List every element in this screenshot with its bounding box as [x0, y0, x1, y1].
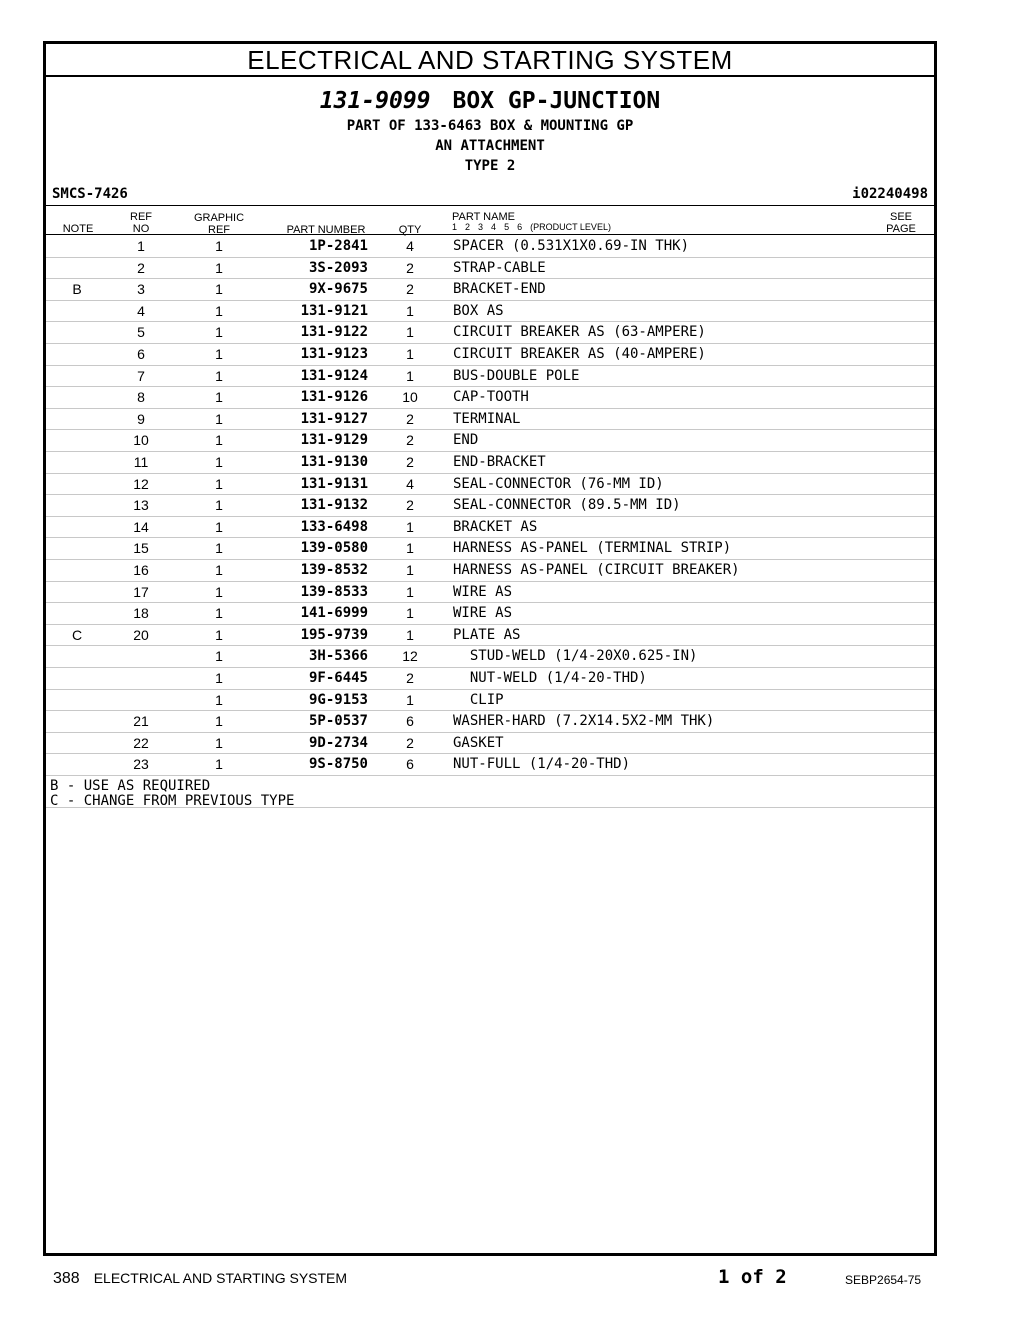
row-part-number: 5P-0537: [308, 713, 368, 730]
row-qty: 1: [406, 691, 414, 708]
row-qty: 2: [406, 259, 414, 276]
row-part-name: SPACER (0.531X1X0.69-IN THK): [453, 238, 690, 254]
column-header-ref-no: REF NO: [130, 211, 152, 235]
row-part-number: 133-6498: [300, 518, 368, 535]
row-qty: 2: [406, 410, 414, 427]
row-graphic-ref: 1: [215, 432, 223, 449]
row-part-name: WIRE AS: [453, 605, 513, 622]
row-part-name: BRACKET-END: [453, 281, 546, 298]
row-part-number: 131-9130: [300, 454, 368, 470]
row-qty: 6: [406, 713, 414, 730]
row-part-number: 141-6999: [300, 605, 368, 622]
row-part-number: 131-9127: [300, 410, 368, 427]
level-2: 2: [465, 222, 471, 232]
table-row: [46, 602, 934, 625]
row-ref-no: 14: [133, 518, 149, 535]
row-part-number: 131-9132: [300, 497, 368, 514]
row-part-name: NUT-WELD (1/4-20-THD): [453, 670, 647, 686]
row-qty: 2: [406, 734, 414, 751]
row-ref-no: 11: [133, 454, 149, 470]
row-ref-no: 5: [137, 324, 145, 341]
row-part-number: 139-8533: [300, 583, 368, 600]
row-part-name: HARNESS AS-PANEL (TERMINAL STRIP): [453, 540, 732, 557]
row-part-name: CIRCUIT BREAKER AS (40-AMPERE): [453, 346, 706, 362]
row-graphic-ref: 1: [215, 389, 223, 406]
table-row: [46, 581, 934, 604]
row-graphic-ref: 1: [215, 756, 223, 773]
row-qty: 4: [406, 238, 414, 254]
row-part-number: 131-9131: [300, 475, 368, 492]
group-name: BOX GP-JUNCTION: [452, 88, 661, 114]
row-part-number: 9F-6445: [308, 670, 368, 686]
row-ref-no: 22: [133, 734, 149, 751]
row-graphic-ref: 1: [215, 626, 223, 643]
row-graphic-ref: 1: [215, 518, 223, 535]
row-graphic-ref: 1: [215, 346, 223, 362]
row-part-number: 3H-5366: [308, 648, 368, 665]
row-graphic-ref: 1: [215, 454, 223, 470]
row-ref-no: 17: [133, 583, 149, 600]
row-part-number: 9D-2734: [308, 734, 368, 751]
row-part-number: 131-9122: [300, 324, 368, 341]
column-header-see-page: SEE PAGE: [886, 211, 916, 235]
row-part-name: PLATE AS: [453, 626, 521, 643]
row-qty: 2: [406, 432, 414, 449]
row-part-name: TERMINAL: [453, 410, 521, 427]
level-1: 1: [452, 222, 458, 232]
row-graphic-ref: 1: [215, 410, 223, 427]
row-part-name: BUS-DOUBLE POLE: [453, 367, 580, 384]
row-graphic-ref: 1: [215, 713, 223, 730]
row-ref-no: 9: [137, 410, 145, 427]
level-4: 4: [491, 222, 497, 232]
row-graphic-ref: 1: [215, 238, 223, 254]
table-row: [46, 494, 934, 517]
row-part-number: 1P-2841: [308, 238, 368, 254]
table-row: [46, 732, 934, 755]
row-qty: 1: [406, 540, 414, 557]
row-graphic-ref: 1: [215, 670, 223, 686]
column-header-part-name: PART NAME: [452, 211, 515, 223]
part-of-line: PART OF 133-6463 BOX & MOUNTING GP: [346, 118, 634, 134]
row-qty: 6: [406, 756, 414, 773]
group-heading: [46, 88, 934, 114]
row-ref-no: 15: [133, 540, 149, 557]
row-qty: 1: [406, 626, 414, 643]
row-part-name: WASHER-HARD (7.2X14.5X2-MM THK): [453, 713, 715, 730]
table-row: [46, 386, 934, 409]
row-part-name: CLIP: [453, 691, 504, 708]
row-graphic-ref: 1: [215, 302, 223, 319]
row-part-name: SEAL-CONNECTOR (89.5-MM ID): [453, 497, 681, 514]
row-qty: 1: [406, 562, 414, 578]
row-graphic-ref: 1: [215, 497, 223, 514]
row-part-number: 9X-9675: [308, 281, 368, 298]
product-level-label: (PRODUCT LEVEL): [530, 222, 611, 232]
row-part-name: STRAP-CABLE: [453, 259, 546, 276]
row-qty: 1: [406, 367, 414, 384]
row-part-name: HARNESS AS-PANEL (CIRCUIT BREAKER): [453, 562, 740, 578]
table-row: [46, 537, 934, 560]
row-part-number: 139-0580: [300, 540, 368, 557]
row-graphic-ref: 1: [215, 562, 223, 578]
row-ref-no: 6: [137, 346, 145, 362]
table-row: [46, 559, 934, 582]
smcs-code: SMCS-7426: [52, 186, 128, 202]
note-b: B - USE AS REQUIRED: [50, 778, 211, 794]
row-qty: 1: [406, 583, 414, 600]
row-part-name: NUT-FULL (1/4-20-THD): [453, 756, 631, 773]
row-qty: 4: [406, 475, 414, 492]
table-row: [46, 408, 934, 431]
row-graphic-ref: 1: [215, 691, 223, 708]
row-part-name: BOX AS: [453, 302, 504, 319]
level-5: 5: [504, 222, 510, 232]
row-qty: 1: [406, 605, 414, 622]
row-ref-no: 4: [137, 302, 145, 319]
row-part-number: 3S-2093: [308, 259, 368, 276]
row-qty: 1: [406, 302, 414, 319]
document-id: SEBP2654-75: [845, 1273, 922, 1287]
illustration-id: i02240498: [852, 186, 928, 202]
attachment-line: AN ATTACHMENT: [435, 138, 545, 154]
row-graphic-ref: 1: [215, 259, 223, 276]
row-ref-no: 13: [133, 497, 149, 514]
row-part-name: SEAL-CONNECTOR (76-MM ID): [453, 475, 664, 492]
table-row: [46, 689, 934, 712]
row-part-name: BRACKET AS: [453, 518, 538, 535]
row-ref-no: 16: [133, 562, 149, 578]
row-ref-no: 1: [137, 238, 145, 254]
row-ref-no: 7: [137, 367, 145, 384]
table-row: [46, 278, 934, 301]
row-part-number: 139-8532: [300, 562, 368, 578]
row-part-name: CAP-TOOTH: [453, 389, 529, 406]
parts-page-frame: [43, 41, 937, 1256]
column-header-note: NOTE: [62, 223, 94, 235]
table-row: [46, 645, 934, 668]
footer-left: [53, 1270, 347, 1288]
page-number: 388: [53, 1270, 80, 1287]
row-qty: 1: [406, 324, 414, 341]
table-row: [46, 667, 934, 690]
row-ref-no: 2: [137, 259, 145, 276]
table-row: [46, 753, 934, 776]
table-row: [46, 710, 934, 733]
row-part-number: 131-9126: [300, 389, 368, 406]
row-graphic-ref: 1: [215, 648, 223, 665]
row-qty: 2: [406, 670, 414, 686]
row-part-name: END: [453, 432, 479, 449]
row-ref-no: 12: [133, 475, 149, 492]
row-graphic-ref: 1: [215, 540, 223, 557]
row-ref-no: 8: [137, 389, 145, 406]
row-part-number: 131-9124: [300, 367, 368, 384]
table-row: [46, 429, 934, 452]
footer-section: ELECTRICAL AND STARTING SYSTEM: [93, 1270, 348, 1286]
row-part-number: 131-9121: [300, 302, 368, 319]
notes-block: [50, 779, 294, 809]
level-6: 6: [517, 222, 523, 232]
level-3: 3: [478, 222, 484, 232]
row-part-number: 9G-9153: [308, 691, 368, 708]
table-row: [46, 473, 934, 496]
note-c: C - CHANGE FROM PREVIOUS TYPE: [50, 793, 295, 809]
column-header-graphic-ref: GRAPHIC REF: [193, 212, 245, 236]
row-ref-no: 21: [133, 713, 149, 730]
row-part-number: 9S-8750: [308, 756, 368, 773]
row-graphic-ref: 1: [215, 583, 223, 600]
table-row: [46, 300, 934, 323]
row-note: B: [72, 281, 82, 298]
row-part-number: 195-9739: [300, 626, 368, 643]
row-graphic-ref: 1: [215, 367, 223, 384]
table-row: [46, 365, 934, 388]
row-ref-no: 23: [133, 756, 149, 773]
row-graphic-ref: 1: [215, 734, 223, 751]
table-row: [46, 235, 934, 258]
row-qty: 10: [402, 389, 418, 406]
row-qty: 1: [406, 518, 414, 535]
notes-divider: [46, 807, 934, 808]
row-graphic-ref: 1: [215, 324, 223, 341]
row-ref-no: 3: [137, 281, 145, 298]
row-part-name: STUD-WELD (1/4-20X0.625-IN): [453, 648, 698, 665]
table-row: [46, 343, 934, 366]
row-graphic-ref: 1: [215, 605, 223, 622]
table-row: [46, 321, 934, 344]
column-header-part-number: PART NUMBER: [286, 224, 366, 236]
table-row: [46, 257, 934, 280]
row-part-name: END-BRACKET: [453, 454, 546, 470]
section-title: ELECTRICAL AND STARTING SYSTEM: [46, 44, 934, 77]
row-part-number: 131-9123: [300, 346, 368, 362]
row-qty: 2: [406, 497, 414, 514]
header-divider: [46, 205, 934, 206]
row-qty: 1: [406, 346, 414, 362]
product-levels: [452, 222, 619, 232]
row-qty: 12: [402, 648, 418, 665]
table-row: [46, 451, 934, 474]
table-row: [46, 624, 934, 647]
row-ref-no: 10: [133, 432, 149, 449]
table-row: [46, 516, 934, 539]
row-graphic-ref: 1: [215, 475, 223, 492]
row-graphic-ref: 1: [215, 281, 223, 298]
row-qty: 2: [406, 454, 414, 470]
row-part-name: WIRE AS: [453, 583, 513, 600]
row-ref-no: 20: [133, 626, 149, 643]
row-part-name: GASKET: [453, 734, 504, 751]
sheet-indicator: 1 of 2: [718, 1266, 787, 1288]
row-part-name: CIRCUIT BREAKER AS (63-AMPERE): [453, 324, 706, 341]
row-ref-no: 18: [133, 605, 149, 622]
column-header-qty: QTY: [398, 224, 422, 236]
row-qty: 2: [406, 281, 414, 298]
row-part-number: 131-9129: [300, 432, 368, 449]
type-line: TYPE 2: [464, 158, 516, 174]
group-part-number: 131-9099: [319, 88, 431, 114]
row-note: C: [71, 626, 83, 643]
